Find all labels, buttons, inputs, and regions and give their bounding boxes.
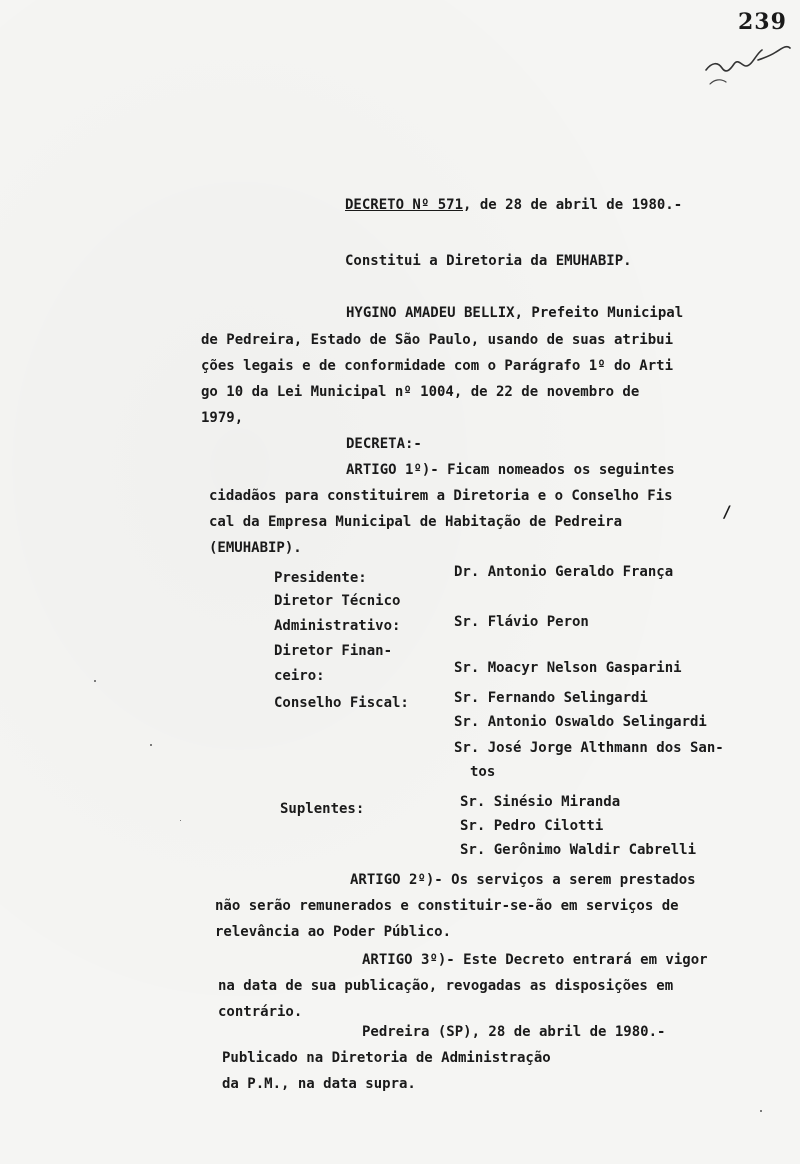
scan-speck bbox=[760, 1110, 762, 1112]
preamble-line: go 10 da Lei Municipal nº 1004, de 22 de novembro de bbox=[201, 384, 640, 400]
scan-speck bbox=[150, 744, 152, 746]
board-role: Suplentes: bbox=[280, 801, 365, 817]
board-role: Presidente: bbox=[274, 570, 367, 586]
board-member-name: Dr. Antonio Geraldo França bbox=[454, 564, 674, 580]
board-member-name: Sr. Sinésio Miranda bbox=[460, 794, 621, 810]
board-member-name: Sr. Moacyr Nelson Gasparini bbox=[454, 660, 682, 676]
board-member-name: tos bbox=[470, 764, 496, 780]
artigo2-line: ARTIGO 2º)- Os serviços a serem prestados bbox=[350, 872, 696, 888]
artigo3-line: na data de sua publicação, revogadas as disposições em bbox=[218, 978, 674, 994]
board-role: Diretor Finan- bbox=[274, 643, 393, 659]
artigo2-line: não serão remunerados e constituir-se-ão em serviços de bbox=[215, 898, 679, 914]
artigo1-line: ARTIGO 1º)- Ficam nomeados os seguintes bbox=[346, 462, 675, 478]
artigo1-line: cal da Empresa Municipal de Habitação de Pedreira bbox=[209, 514, 623, 530]
preamble-line: 1979, bbox=[201, 410, 244, 426]
preamble-line: ções legais e de conformidade com o Parágrafo 1º do Arti bbox=[201, 358, 674, 374]
handwritten-initials-signature bbox=[700, 40, 796, 96]
scan-speck bbox=[180, 820, 181, 821]
artigo2-line: relevância ao Poder Público. bbox=[215, 924, 452, 940]
scan-speck bbox=[94, 680, 96, 682]
closing-line: Publicado na Diretoria de Administração bbox=[222, 1050, 551, 1066]
artigo3-line: ARTIGO 3º)- Este Decreto entrará em vigor bbox=[362, 952, 708, 968]
board-role: Administrativo: bbox=[274, 618, 401, 634]
board-member-name: Sr. Gerônimo Waldir Cabrelli bbox=[460, 842, 697, 858]
decree-subtitle: Constitui a Diretoria da EMUHABIP. bbox=[345, 253, 632, 269]
artigo1-line: cidadãos para constituirem a Diretoria e o Conselho Fis bbox=[209, 488, 673, 504]
margin-mark: / bbox=[722, 502, 732, 521]
preamble-line: HYGINO AMADEU BELLIX, Prefeito Municipal bbox=[346, 305, 684, 321]
board-member-name: Sr. José Jorge Althmann dos San- bbox=[454, 740, 724, 756]
closing-line: Pedreira (SP), 28 de abril de 1980.- bbox=[362, 1024, 666, 1040]
decree-title bbox=[345, 197, 682, 213]
board-member-name: Sr. Pedro Cilotti bbox=[460, 818, 604, 834]
board-role: ceiro: bbox=[274, 668, 325, 684]
board-member-name: Sr. Antonio Oswaldo Selingardi bbox=[454, 714, 707, 730]
preamble-line: de Pedreira, Estado de São Paulo, usando de suas atribui bbox=[201, 332, 674, 348]
decree-date: , de 28 de abril de 1980.- bbox=[463, 197, 683, 213]
artigo1-line: (EMUHABIP). bbox=[209, 540, 302, 556]
artigo3-line: contrário. bbox=[218, 1004, 303, 1020]
decree-number: DECRETO Nº 571 bbox=[345, 197, 464, 213]
closing-line: da P.M., na data supra. bbox=[222, 1076, 416, 1092]
decreta-label: DECRETA:- bbox=[346, 436, 422, 452]
board-role: Diretor Técnico bbox=[274, 593, 401, 609]
page-number: 239 bbox=[738, 9, 787, 35]
board-member-name: Sr. Fernando Selingardi bbox=[454, 690, 648, 706]
board-member-name: Sr. Flávio Peron bbox=[454, 614, 589, 630]
board-role: Conselho Fiscal: bbox=[274, 695, 409, 711]
